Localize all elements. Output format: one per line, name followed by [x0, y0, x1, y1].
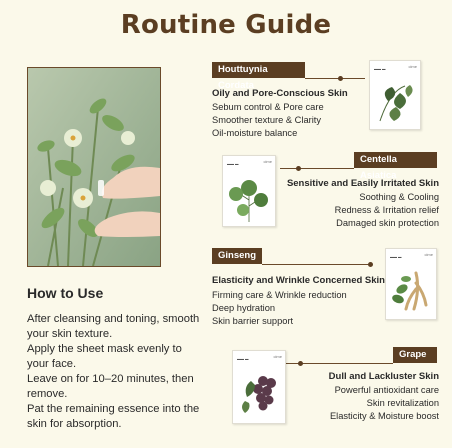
connector-line [280, 168, 354, 169]
pack-brand: cime [273, 354, 282, 359]
pack-label-icon: ▬▬ ▬ [227, 162, 239, 166]
product-tag-ginseng: Ginseng [212, 248, 262, 264]
product-heading-ginseng: Elasticity and Wrinkle Concerned Skin [212, 275, 385, 286]
product-photo [27, 67, 161, 267]
pack-label-icon: ▬▬ ▬ [374, 67, 386, 71]
pack-brand: cime [408, 64, 417, 69]
pack-brand: cime [263, 159, 272, 164]
product-tag-houttuynia: Houttuynia Cordata [212, 62, 305, 78]
benefit-item: Soothing & Cooling [359, 192, 439, 202]
ginseng-root-icon [386, 249, 436, 319]
step-3: Leave on for 10–20 minutes, then remove. [27, 373, 194, 400]
connector-dot [296, 166, 301, 171]
benefits-houttuynia [212, 101, 324, 140]
mask-pack-houttuynia [369, 60, 421, 130]
product-heading-houttuynia: Oily and Pore-Conscious Skin [212, 88, 348, 99]
benefit-item: Skin barrier support [212, 316, 294, 326]
page-title: Routine Guide [120, 10, 332, 40]
product-tag-centella: Centella Asiatica [354, 152, 437, 168]
benefit-item: Sebum control & Pore care [212, 102, 324, 112]
connector-dot [368, 262, 373, 267]
connector-line [305, 78, 365, 79]
mask-pack-ginseng [385, 248, 437, 320]
benefit-item: Powerful antioxidant care [334, 385, 439, 395]
connector-line [262, 264, 372, 265]
pack-brand: cime [424, 252, 433, 257]
benefit-item: Skin revitalization [366, 398, 439, 408]
centella-leaf-icon [223, 156, 275, 226]
benefit-item: Deep hydration [212, 303, 276, 313]
pack-label-icon: ▬▬ ▬ [390, 255, 402, 259]
grape-icon [233, 351, 285, 423]
step-2: Apply the sheet mask evenly to your face. [27, 343, 182, 370]
benefit-item: Damaged skin protection [336, 218, 439, 228]
benefits-centella [335, 191, 439, 230]
pack-label-icon: ▬▬ ▬ [237, 357, 249, 361]
how-to-use-title: How to Use [27, 285, 104, 301]
product-tag-grape: Grape [393, 347, 437, 363]
benefits-ginseng [212, 289, 347, 328]
houttuynia-leaf-icon [370, 61, 420, 129]
how-to-use-steps [27, 312, 202, 432]
benefit-item: Elasticity & Moisture boost [329, 411, 439, 421]
step-4: Pat the remaining essence into the skin for absorption. [27, 403, 200, 430]
step-1: After cleansing and toning, smooth your skin texture. [27, 313, 200, 340]
product-heading-centella: Sensitive and Easily Irritated Skin [286, 178, 439, 189]
product-heading-grape: Dull and Lackluster Skin [328, 371, 439, 382]
benefit-item: Redness & Irritation relief [334, 205, 439, 215]
connector-dot [298, 361, 303, 366]
benefit-item: Oil-moisture balance [212, 128, 298, 138]
connector-dot [338, 76, 343, 81]
benefits-grape [330, 384, 439, 423]
benefit-item: Firming care & Wrinkle reduction [212, 290, 347, 300]
benefit-item: Smoother texture & Clarity [212, 115, 322, 125]
mask-pack-centella [222, 155, 276, 227]
mask-pack-grape [232, 350, 286, 424]
